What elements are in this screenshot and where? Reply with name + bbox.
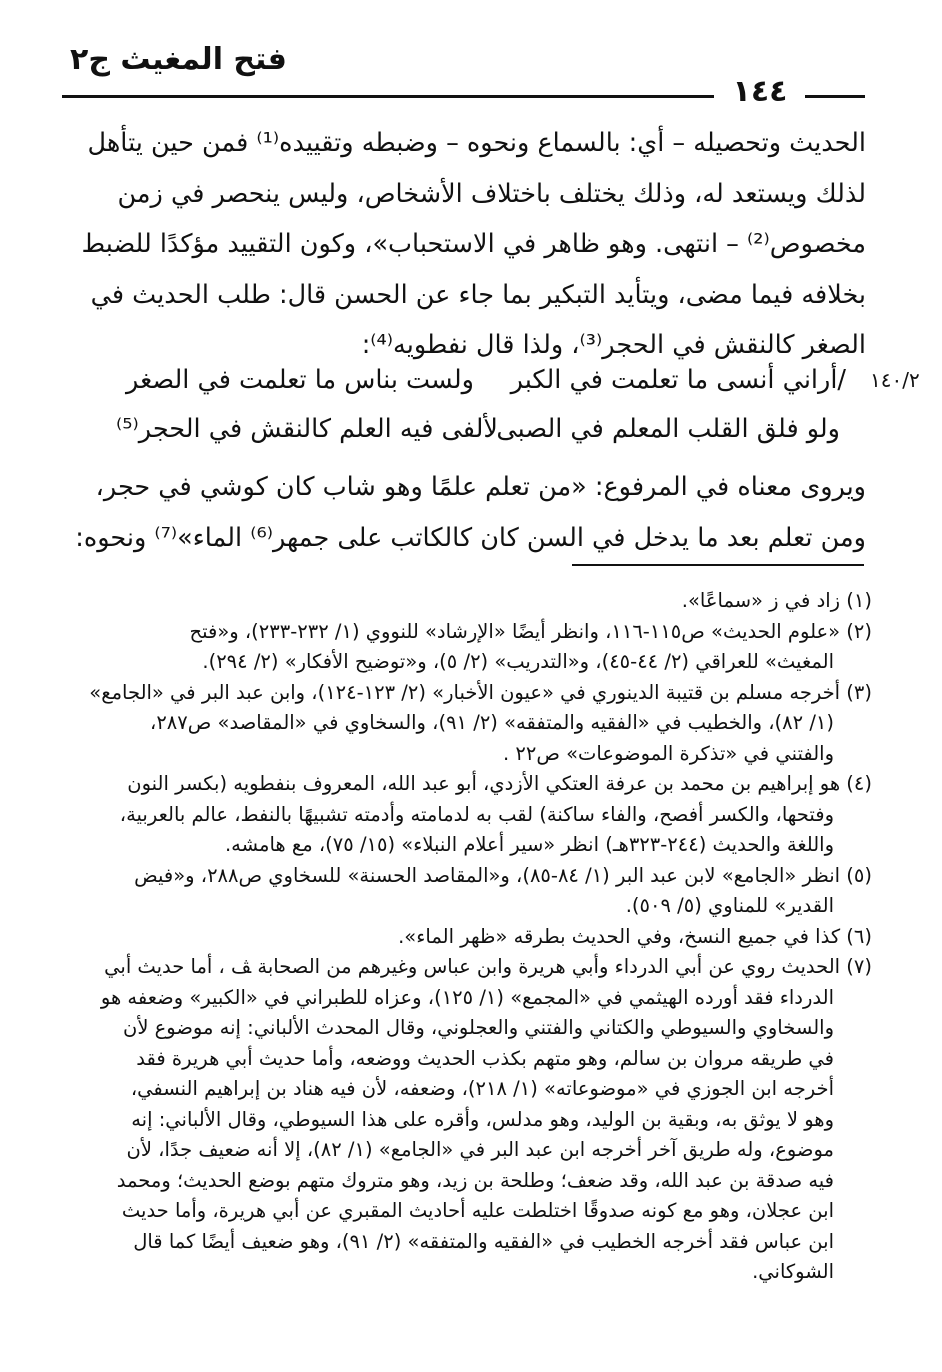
footnote-line: (١) زاد في ز «سماعًا». (681, 589, 872, 612)
footnote-line: والسخاوي والسيوطي والكتاني والفتني والعجلوني، وقال المحدث الألباني: إنه موضوع لأن (123, 1016, 834, 1039)
footnote-line: موضوع، وله طريق آخر أخرجه ابن عبد البر في «الجامع» (١/ ٨٢)، إلا أنه ضعيف جدًا، لأن (126, 1138, 834, 1161)
poem-first-hemistich: ولو فلق القلب المعلم في الصبى (496, 414, 840, 444)
footnote-line: المغيث» للعراقي (٢/ ٤٤-٤٥)، و«التدريب» (٢/ ٥)، و«توضيح الأفكار» (٢/ ٢٩٤). (202, 650, 834, 673)
footnote-line: فيه صدقة بن عبد الله، وقد ضعف؛ وطلحة بن زيد، وهو متروك متهم بوضع الحديث؛ ومحمد (116, 1168, 834, 1192)
footnote-line: واللغة والحديث (٢٤٤-٣٢٣هـ) انظر «سير أعلام النبلاء» (١٥/ ٧٥)، مع هامشه. (224, 833, 834, 856)
poem-first-hemistich: /أراني أنسى ما تعلمت في الكبر (510, 365, 846, 395)
body-line: بخلافه فيما مضى، ويتأيد التبكير بما جاء عن الحسن قال: طلب الحديث في (90, 279, 866, 310)
body-line: ومن تعلم بعد ما يدخل في السن كان كالكاتب على جمهر⁽⁶⁾ الماء»⁽⁷⁾ ونحوه: (75, 522, 866, 553)
footnote-line: (١/ ٨٢)، والخطيب في «الفقيه والمتفقه» (٢/ ٩١)، والسخاوي في «المقاصد» ص٢٨٧، (150, 711, 834, 734)
footnote-line: (٦) كذا في جميع النسخ، وفي الحديث بطرقه «ظهر الماء». (398, 924, 872, 948)
poem-second-hemistich: لألفى فيه العلم كالنقش في الحجر⁽⁵⁾ (116, 414, 498, 444)
header-rule-right (805, 95, 865, 98)
running-header-title: فتح المغيث ج٢ (70, 42, 287, 77)
footnote-line: ابن عباس فقد أخرجه الخطيب في «الفقيه والمتفقه» (٢/ ٩١)، وهو ضعيف أيضًا كما قال (133, 1229, 834, 1253)
poem-verse (76, 405, 846, 453)
footnote-line: ابن عجلان، وهو مع كونه صدوقًا اختلطت عليه أحاديث المقبري عن أبي هريرة، وأما حديث (121, 1199, 834, 1222)
footnote-line: وهو لا يوثق به، وبقية بن الوليد، وهو مدلس، وأقره على هذا السيوطي، وقال الألباني: إنه (131, 1107, 834, 1131)
main-text-continued (76, 462, 866, 563)
footnote-line: الدرداء فقد أورده الهيثمي في «المجمع» (١/ ١٢٥)، وعزاه للطبراني في «الكبير» وضعفه هو (100, 985, 834, 1009)
poem-verse (76, 356, 846, 404)
footnote-line: الشوكاني. (752, 1260, 834, 1283)
footnote-line: أخرجه ابن الجوزي في «موضوعاته» (١/ ٢١٨)، وضعفه، لأن فيه هناد بن إبراهيم النسفي، (130, 1077, 834, 1100)
main-text (76, 118, 866, 371)
body-line: الحديث وتحصيله – أي: بالسماع ونحوه – وضبطه وتقييده⁽¹⁾ فمن حين يتأهل (87, 128, 866, 158)
body-line: الصغر كالنقش في الحجر⁽³⁾، ولذا قال نفطويه⁽⁴⁾: (361, 330, 866, 360)
footnote-line: (٥) انظر «الجامع» لابن عبد البر (١/ ٨٤-٨٥)، و«المقاصد الحسنة» للسخاوي ص٢٨٨، و«فيض (134, 863, 872, 887)
footnote-line: في طريقه مروان بن سالم، وهو متهم بكذب الحديث ووضعه، وأما حديث أبي هريرة فقد (136, 1046, 834, 1070)
page-number: ١٤٤ (732, 74, 788, 109)
footnote-line: (٤) هو إبراهيم بن محمد بن عرفة العتكي الأزدي، أبو عبد الله، المعروف بنفطويه (بكسر النون (127, 772, 872, 795)
footnote-line: (٣) أخرجه مسلم بن قتيبة الدينوري في «عيون الأخبار» (٢/ ١٢٣-١٢٤)، وابن عبد البر في «الجامع» (89, 680, 872, 704)
footnote-separator (572, 564, 864, 566)
footnote-line: (٢) «علوم الحديث» ص١١٥-١١٦، وانظر أيضًا «الإرشاد» للنووي (١/ ٢٣٢-٢٣٣)، و«فتح (189, 619, 872, 643)
header-rule (62, 95, 714, 98)
footnote-line: والفتني في «تذكرة الموضوعات» ص٢٢ . (502, 741, 834, 765)
footnote-line: (٧) الحديث روي عن أبي الدرداء وأبي هريرة وابن عباس وغيرهم من الصحابة ﭫ ، أما حديث أبي (104, 955, 872, 978)
margin-page-reference: ١٤٠/٢ (870, 368, 920, 392)
body-line: لذلك ويستعد له، وذلك يختلف باختلاف الأشخاص، وليس ينحصر في زمن (117, 178, 866, 209)
poem-second-hemistich: ولست بناس ما تعلمت في الصغر (126, 365, 474, 395)
footnotes (72, 586, 872, 1288)
footnote-line: القدير» للمناوي (٥/ ٥٠٩). (625, 894, 834, 917)
body-line: مخصوص⁽²⁾ – انتهى. وهو ظاهر في الاستحباب»، وكون التقييد مؤكدًا للضبط (81, 229, 866, 259)
body-line: ويروى معناه في المرفوع: «من تعلم علمًا وهو شاب كان كوشي في حجر، (95, 472, 866, 502)
footnote-line: وفتحها، والكسر أفصح، والفاء ساكنة) لقب به لدمامته وأدمته تشبيهًا بالنفط، عالم بالعربية، (119, 802, 834, 826)
